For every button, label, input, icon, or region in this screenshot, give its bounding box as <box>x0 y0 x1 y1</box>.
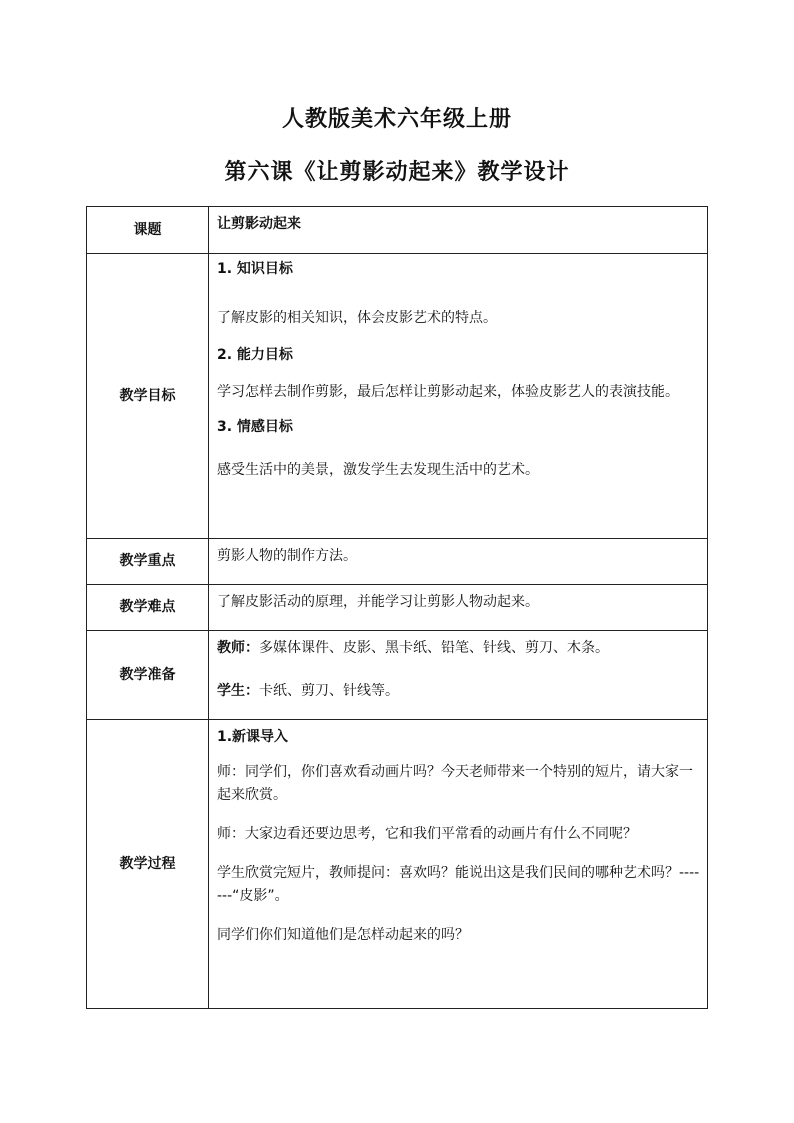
difficulty-cell <box>209 585 708 631</box>
objective-knowledge-text: 了解皮影的相关知识，体会皮影艺术的特点。 <box>217 310 497 326</box>
process-paragraph-3: 学生欣赏完短片，教师提问：喜欢吗？能说出这是我们民间的哪种艺术吗？-------“皮影”。 <box>217 865 700 904</box>
topic-value: 让剪影动起来 <box>217 216 301 232</box>
preparation-cell <box>209 631 708 720</box>
teacher-label: 教师： <box>217 640 259 656</box>
table-row-key-point <box>87 539 708 585</box>
objective-emotion-text: 感受生活中的美景，激发学生去发现生活中的艺术。 <box>217 462 539 478</box>
objectives-label: 教学目标 <box>87 254 209 539</box>
difficulty-label: 教学难点 <box>87 585 209 631</box>
key-point-cell <box>209 539 708 585</box>
process-paragraph-4: 同学们你们知道他们是怎样动起来的吗？ <box>217 927 469 943</box>
lesson-plan-table <box>86 206 708 1009</box>
table-row-topic <box>87 207 708 254</box>
preparation-student <box>217 680 700 703</box>
difficulty-value: 了解皮影活动的原理，并能学习让剪影人物动起来。 <box>217 594 539 610</box>
topic-value-cell <box>209 207 708 254</box>
table-row-objectives <box>87 254 708 539</box>
process-cell <box>209 720 708 1009</box>
process-label: 教学过程 <box>87 720 209 1009</box>
table-row-process <box>87 720 708 1009</box>
student-label: 学生： <box>217 683 259 699</box>
process-paragraph-1: 师：同学们，你们喜欢看动画片吗？今天老师带来一个特别的短片，请大家一起来欣赏。 <box>217 764 693 803</box>
objective-knowledge-heading: 1. 知识目标 <box>217 261 293 277</box>
preparation-teacher <box>217 637 700 660</box>
topic-label: 课题 <box>87 207 209 254</box>
teacher-value: 多媒体课件、皮影、黑卡纸、铅笔、针线、剪刀、木条。 <box>259 640 609 656</box>
preparation-label: 教学准备 <box>87 631 209 720</box>
objective-ability-heading: 2. 能力目标 <box>217 347 293 363</box>
key-point-value: 剪影人物的制作方法。 <box>217 548 357 564</box>
objective-ability-text: 学习怎样去制作剪影，最后怎样让剪影动起来，体验皮影艺人的表演技能。 <box>217 384 679 400</box>
process-paragraph-2: 师：大家边看还要边思考，它和我们平常看的动画片有什么不同呢？ <box>217 826 637 842</box>
objectives-cell <box>209 254 708 539</box>
student-value: 卡纸、剪刀、针线等。 <box>259 683 399 699</box>
document-subtitle: 第六课《让剪影动起来》教学设计 <box>224 160 570 185</box>
key-point-label: 教学重点 <box>87 539 209 585</box>
objective-emotion-heading: 3. 情感目标 <box>217 419 293 435</box>
table-row-preparation <box>87 631 708 720</box>
process-intro-heading: 1.新课导入 <box>217 729 289 745</box>
document-title: 人教版美术六年级上册 <box>281 107 512 132</box>
table-row-difficulty <box>87 585 708 631</box>
